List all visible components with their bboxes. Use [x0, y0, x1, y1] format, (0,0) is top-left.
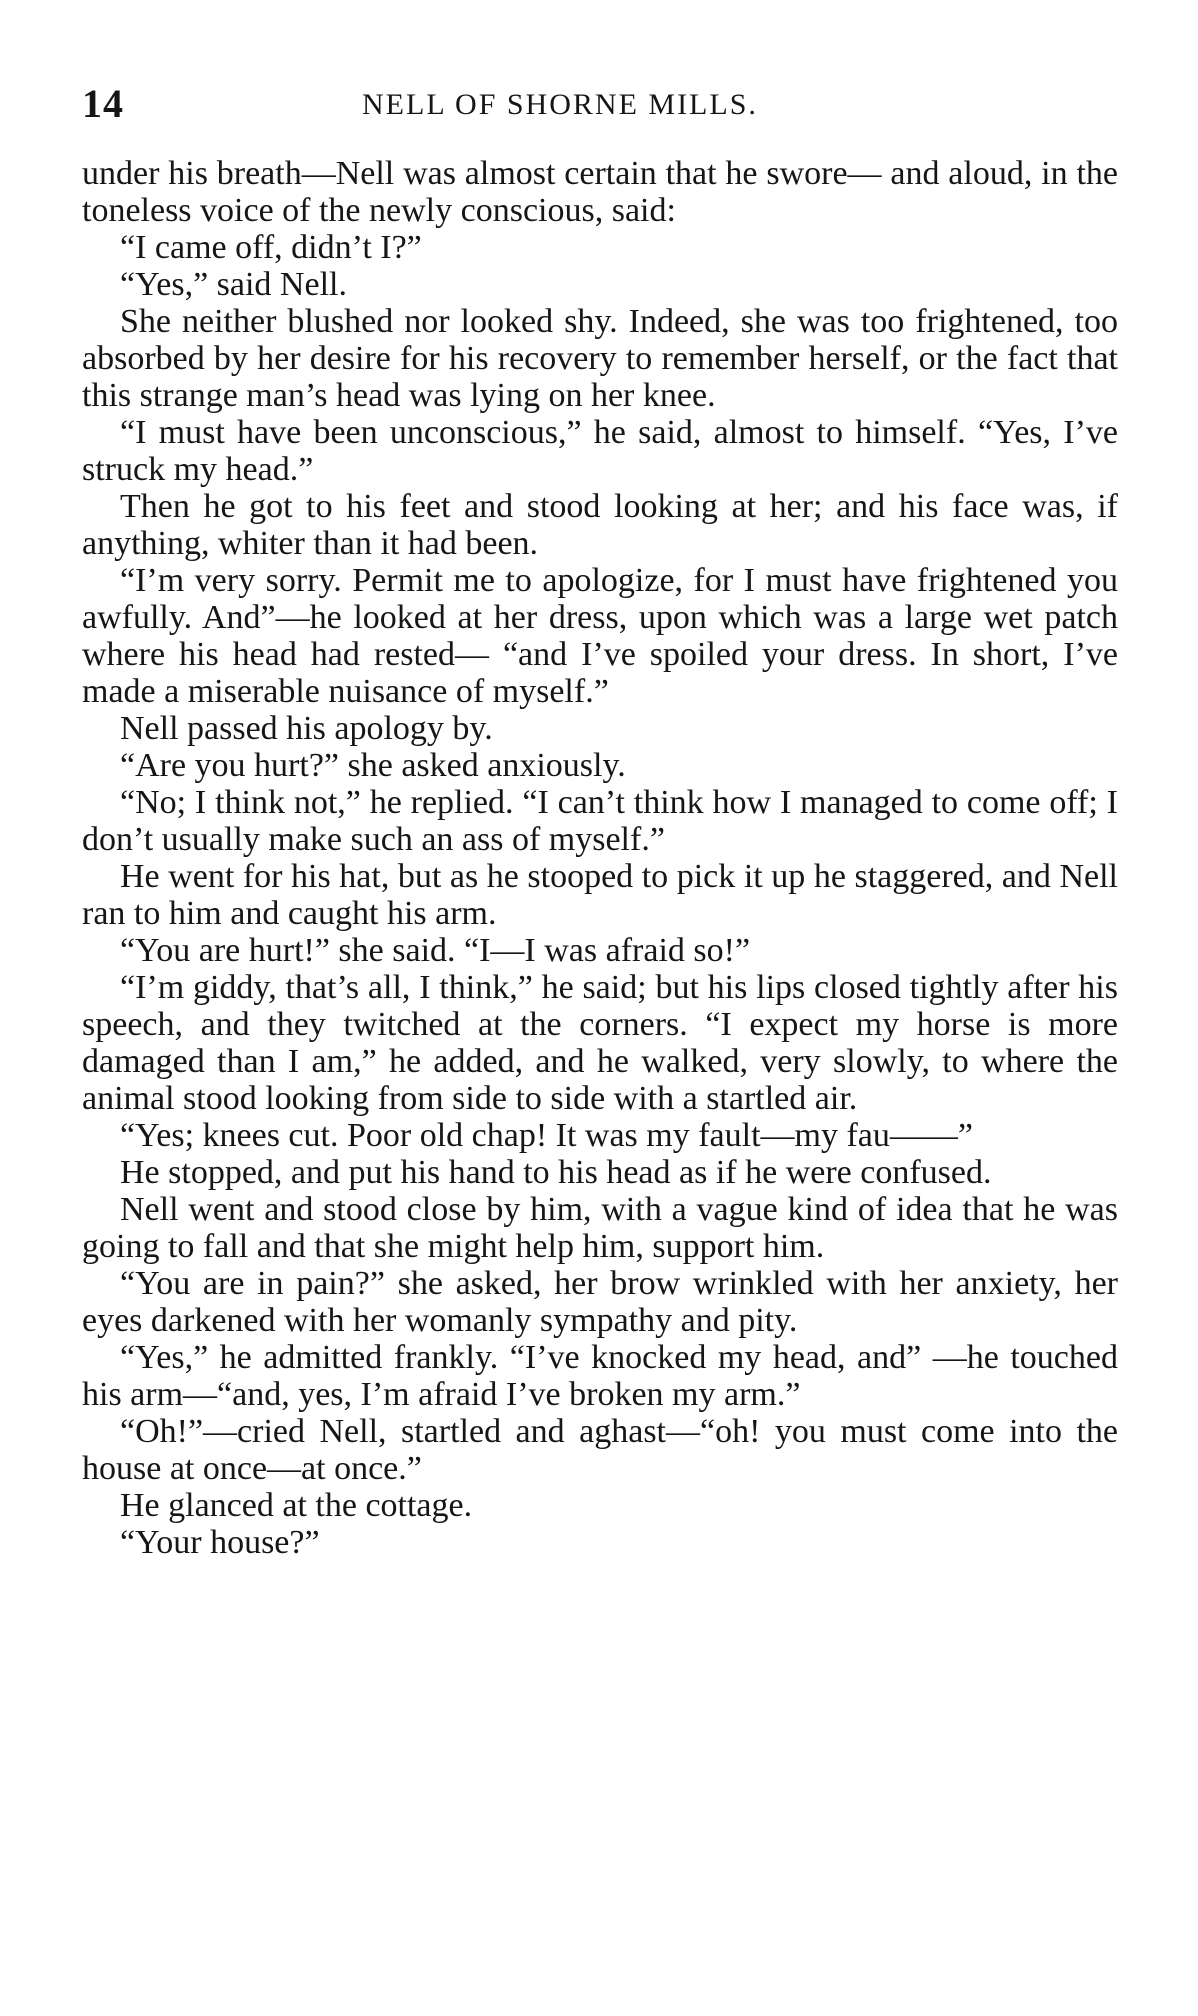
- page-number: 14: [82, 81, 124, 126]
- body-text: [82, 155, 1118, 1561]
- paragraph: Then he got to his feet and stood looking at her; and his face was, if anything, whiter than it had been.: [82, 488, 1118, 562]
- paragraph: “Your house?”: [120, 1524, 320, 1561]
- paragraph: Nell passed his apology by.: [120, 710, 493, 747]
- paragraph-continued: under his breath—Nell was almost certain that he swore— and aloud, in the toneless voice of the newly conscious, said:: [82, 155, 1118, 229]
- paragraph: “Oh!”—cried Nell, startled and aghast—“oh! you must come into the house at once—at once.”: [82, 1413, 1118, 1487]
- running-title: NELL OF SHORNE MILLS.: [362, 88, 758, 121]
- paragraph: “I came off, didn’t I?”: [120, 229, 422, 266]
- paragraph: “I’m giddy, that’s all, I think,” he said; but his lips closed tightly after his speech, and they twitched at the corners. “I expect my horse is more damaged than I am,” he added, and he walked, very slowly, to where the animal stood looking from side to side with a startled air.: [82, 969, 1118, 1117]
- paragraph: “Yes; knees cut. Poor old chap! It was my fault—my fau——”: [120, 1117, 973, 1154]
- paragraph: He glanced at the cottage.: [120, 1487, 473, 1524]
- paragraph: “Yes,” said Nell.: [120, 266, 347, 303]
- running-head: [82, 81, 1118, 126]
- paragraph: “Yes,” he admitted frankly. “I’ve knocked my head, and” —he touched his arm—“and, yes, I’m afraid I’ve broken my arm.”: [82, 1339, 1118, 1413]
- paragraph: “No; I think not,” he replied. “I can’t think how I managed to come off; I don’t usually make such an ass of myself.”: [82, 784, 1118, 858]
- paragraph: She neither blushed nor looked shy. Indeed, she was too frightened, too absorbed by her desire for his recovery to remember herself, or the fact that this strange man’s head was lying on her knee.: [82, 303, 1118, 414]
- paragraph: “Are you hurt?” she asked anxiously.: [120, 747, 626, 784]
- paragraph: He stopped, and put his hand to his head as if he were confused.: [120, 1154, 992, 1191]
- paragraph: “You are hurt!” she said. “I—I was afraid so!”: [120, 932, 751, 969]
- paragraph: Nell went and stood close by him, with a vague kind of idea that he was going to fall and that she might help him, support him.: [82, 1191, 1118, 1265]
- paragraph: “I’m very sorry. Permit me to apologize, for I must have frightened you awfully. And”—he looked at her dress, upon which was a large wet patch where his head had rested— “and I’ve spoiled your dress. In short, I’ve made a miserable nuisance of myself.”: [82, 562, 1118, 710]
- paragraph: “You are in pain?” she asked, her brow wrinkled with her anxiety, her eyes darkened with her womanly sympathy and pity.: [82, 1265, 1118, 1339]
- paragraph: He went for his hat, but as he stooped to pick it up he staggered, and Nell ran to him and caught his arm.: [82, 858, 1118, 932]
- paragraph: “I must have been unconscious,” he said, almost to himself. “Yes, I’ve struck my head.”: [82, 414, 1118, 488]
